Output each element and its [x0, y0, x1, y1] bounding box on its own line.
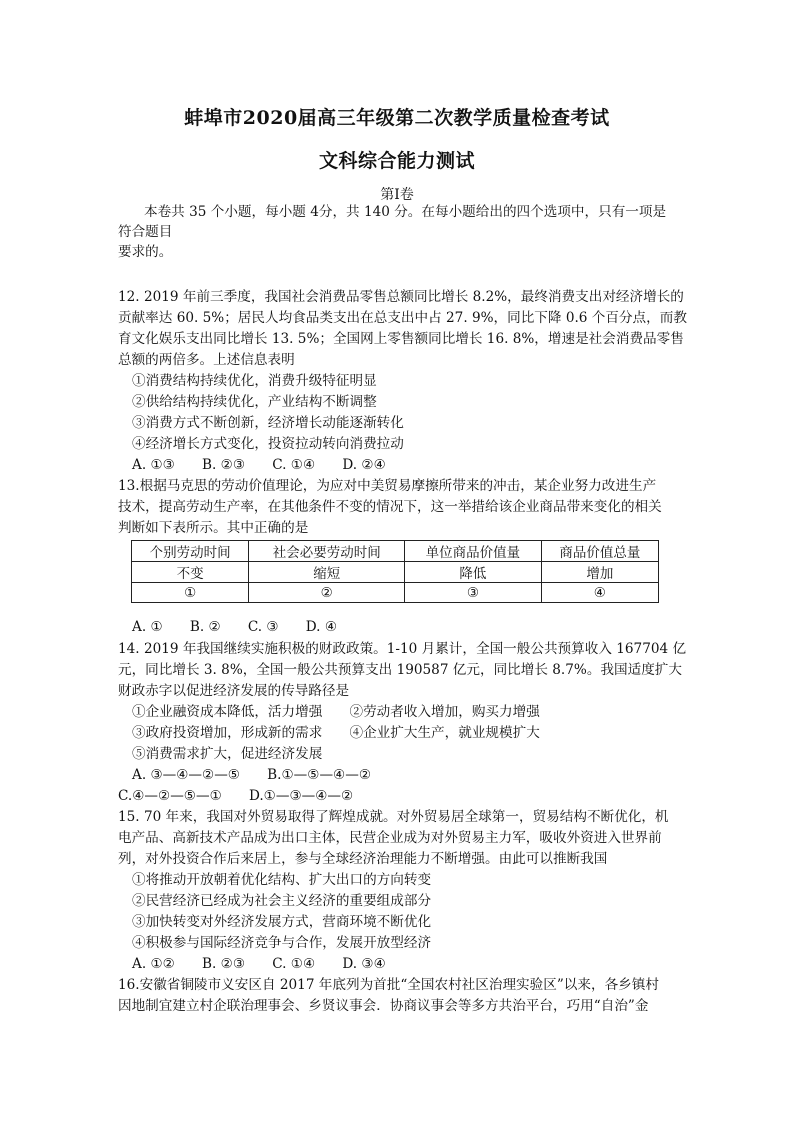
q15-option: ②民营经济已经成为社会主义经济的重要组成部分 [132, 893, 432, 909]
table-cell: ② [249, 583, 405, 603]
table-cell: 增加 [541, 562, 658, 583]
q12-stem-line: 贡献率达 60. 5%；居民人均食品类支出在总支出中占 27. 9%，同比下降 0.6 个百分点，而教 [118, 310, 687, 326]
table-header-cell: 社会必要劳动时间 [249, 541, 405, 562]
instructions-line: 本卷共 35 个小题，每小题 4分，共 140 分。在每小题给出的四个选项中，只有一项是 [144, 204, 667, 220]
q16-stem-line: 因地制宜建立村企联治理事会、乡贤议事会．协商议事会等多方共治平台，巧用“自治”金 [118, 998, 649, 1014]
q15-option: ④积极参与国际经济竞争与合作，发展开放型经济 [132, 935, 432, 951]
q14-answer-choices: C.④—②—⑤—① D.①—③—④—② [118, 788, 354, 804]
q15-stem-line: 电产品、高新技术产品成为出口主体，民营企业成为对外贸易主力军，吸收外资进入世界前 [118, 830, 662, 846]
q13-stem-line: 判断如下表所示。其中正确的是 [118, 520, 309, 536]
table-cell: ④ [541, 583, 658, 603]
instructions-line: 要求的。 [118, 244, 173, 260]
q13-answer-choices: A. ① B. ② C. ③ D. ④ [132, 619, 338, 635]
table-cell: 降低 [405, 562, 542, 583]
table-header-cell: 个别劳动时间 [132, 541, 249, 562]
q12-option: ④经济增长方式变化，投资拉动转向消费拉动 [132, 436, 404, 452]
q12-stem-line: 总额的两倍多。上述信息表明 [118, 352, 295, 368]
q16-stem-line: 16.安徽省铜陵市义安区自 2017 年底列为首批“全国农村社区治理实验区”以来，各乡镇村 [118, 977, 659, 993]
part-label: 第Ⅰ卷 [380, 187, 414, 203]
q14-answer-choices: A. ③—④—②—⑤ B.①—⑤—④—② [132, 767, 372, 783]
q12-option: ③消费方式不断创新，经济增长动能逐渐转化 [132, 415, 404, 431]
q13-table [131, 540, 659, 603]
q15-option: ③加快转变对外经济发展方式，营商环境不断优化 [132, 914, 432, 930]
table-row [132, 562, 659, 583]
q12-option: ①消费结构持续优化，消费升级特征明显 [132, 373, 377, 389]
table-header-row [132, 541, 659, 562]
q12-answer-choices: A. ①③ B. ②③ C. ①④ D. ②④ [132, 457, 386, 473]
table-cell: ③ [405, 583, 542, 603]
q15-answer-choices: A. ①② B. ②③ C. ①④ D. ③④ [132, 956, 386, 972]
q12-option: ②供给结构持续优化，产业结构不断调整 [132, 394, 377, 410]
q15-stem-line: 列，对外投资合作后来居上，参与全球经济治理能力不断增强。由此可以推断我国 [118, 851, 608, 867]
q14-option: ③政府投资增加，形成新的需求 ④企业扩大生产，就业规模扩大 [132, 725, 540, 741]
table-cell: 不变 [132, 562, 249, 583]
q15-option: ①将推动开放朝着优化结构、扩大出口的方向转变 [132, 872, 432, 888]
q15-stem-line: 15. 70 年来，我国对外贸易取得了辉煌成就。对外贸易居全球第一，贸易结构不断优化，机 [118, 809, 669, 825]
q14-stem-line: 14. 2019 年我国继续实施积极的财政政策。1-10 月累计，全国一般公共预算收入 167704 亿 [118, 641, 687, 657]
instructions-line: 符合题目 [118, 224, 173, 240]
q12-stem-line: 育文化娱乐支出同比增长 13. 5%；全国网上零售额同比增长 16. 8%，增速是社会消费品零售 [118, 331, 684, 347]
table-cell: ① [132, 583, 249, 603]
q13-stem-line: 技术，提高劳动生产率，在其他条件不变的情况下，这一举措给该企业商品带来变化的相关 [118, 499, 662, 515]
exam-subject: 文科综合能力测试 [318, 150, 475, 172]
q14-option: ⑤消费需求扩大，促进经济发展 [132, 746, 323, 762]
table-cell: 缩短 [249, 562, 405, 583]
q12-stem-line: 12. 2019 年前三季度，我国社会消费品零售总额同比增长 8.2%，最终消费支出对经济增长的 [118, 289, 684, 305]
table-header-cell: 单位商品价值量 [405, 541, 542, 562]
exam-title: 蚌埠市2020届高三年级第二次教学质量检查考试 [184, 107, 610, 129]
q14-stem-line: 元，同比增长 3. 8%，全国一般公共预算支出 190587 亿元，同比增长 8.7%。我国适度扩大 [118, 662, 682, 678]
q13-stem-line: 13.根据马克思的劳动价值理论，为应对中美贸易摩擦所带来的冲击，某企业努力改进生产 [118, 478, 657, 494]
q14-stem-line: 财政赤字以促进经济发展的传导路径是 [118, 683, 350, 699]
table-row [132, 583, 659, 603]
table-header-cell: 商品价值总量 [541, 541, 658, 562]
q14-option: ①企业融资成本降低，活力增强 ②劳动者收入增加，购买力增强 [132, 704, 540, 720]
